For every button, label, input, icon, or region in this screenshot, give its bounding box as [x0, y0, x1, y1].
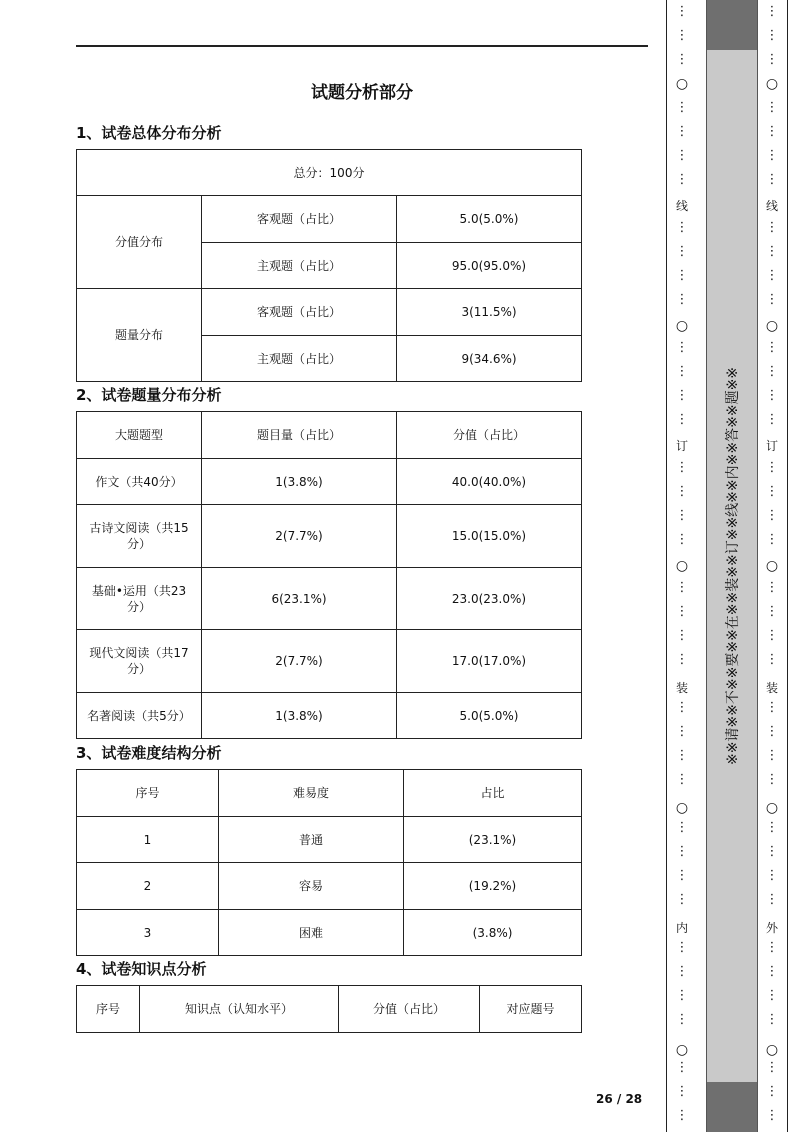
count-distribution-label: 题量分布: [77, 289, 202, 382]
table-cell: 1: [77, 817, 219, 863]
inner-binding-marks: [670, 0, 694, 1132]
binding-dots: ⋮: [675, 748, 689, 763]
binding-dots: ⋮: [675, 772, 689, 787]
binding-circle-icon: ○: [765, 1042, 779, 1058]
binding-dots: ⋮: [765, 148, 779, 163]
binding-dots: ⋮: [675, 820, 689, 835]
binding-warning-text: ※※请※※不※※要※※在※※装※※订※※线※※内※※答※※题※※: [725, 366, 742, 766]
binding-dots: ⋮: [765, 172, 779, 187]
table-row: [77, 505, 582, 568]
binding-label: 内: [675, 921, 688, 935]
binding-dots: ⋮: [675, 1108, 689, 1123]
binding-dots: ⋮: [675, 628, 689, 643]
table-cell: 15.0(15.0%): [397, 505, 582, 568]
binding-dots: ⋮: [675, 28, 689, 43]
table-cell: 容易: [219, 863, 404, 910]
binding-dots: ⋮: [765, 700, 779, 715]
binding-dots: ⋮: [675, 604, 689, 619]
binding-dots: ⋮: [765, 1108, 779, 1123]
table-row: [77, 568, 582, 630]
binding-dots: ⋮: [675, 292, 689, 307]
binding-dots: ⋮: [765, 52, 779, 67]
table-cell: 5.0(5.0%): [397, 693, 582, 739]
binding-dots: ⋮: [765, 292, 779, 307]
binding-dots: ⋮: [765, 532, 779, 547]
binding-dots: ⋮: [765, 364, 779, 379]
table-cell: 2(7.7%): [202, 505, 397, 568]
binding-dots: ⋮: [675, 460, 689, 475]
binding-circle-icon: ○: [765, 318, 779, 334]
binding-dots: ⋮: [675, 364, 689, 379]
table-cell: 主观题（占比）: [202, 243, 397, 289]
binding-dots: ⋮: [765, 844, 779, 859]
binding-dots: ⋮: [675, 1084, 689, 1099]
binding-dots: ⋮: [765, 988, 779, 1003]
table-cell: 现代文阅读（共17分）: [77, 630, 202, 693]
binding-dots: ⋮: [765, 1084, 779, 1099]
table-cell: 9(34.6%): [397, 336, 582, 382]
binding-label: 线: [675, 199, 688, 213]
binding-dots: ⋮: [765, 748, 779, 763]
binding-dots: ⋮: [765, 484, 779, 499]
section-2-heading: 2、试卷题量分布分析: [76, 386, 222, 404]
column-header: 知识点（认知水平）: [140, 986, 339, 1033]
binding-dots: ⋮: [765, 820, 779, 835]
binding-dots: ⋮: [765, 124, 779, 139]
binding-dots: ⋮: [765, 604, 779, 619]
binding-dots: ⋮: [765, 100, 779, 115]
table-cell: 3(11.5%): [397, 289, 582, 336]
binding-circle-icon: ○: [675, 76, 689, 92]
table-cell: 17.0(17.0%): [397, 630, 582, 693]
binding-dots: ⋮: [765, 508, 779, 523]
table-cell: 普通: [219, 817, 404, 863]
column-header: 分值（占比）: [397, 412, 582, 459]
table-cell: 6(23.1%): [202, 568, 397, 630]
binding-dots: ⋮: [675, 964, 689, 979]
binding-circle-icon: ○: [675, 1042, 689, 1058]
table-row: [77, 459, 582, 505]
binding-label: 订: [675, 439, 688, 453]
binding-dots: ⋮: [765, 268, 779, 283]
outer-binding-marks: [760, 0, 784, 1132]
binding-dots: ⋮: [765, 724, 779, 739]
table-row: [77, 817, 582, 863]
table-cell: 2(7.7%): [202, 630, 397, 693]
score-distribution-label: 分值分布: [77, 196, 202, 289]
binding-dots: ⋮: [765, 772, 779, 787]
binding-dots: ⋮: [675, 844, 689, 859]
binding-label: 订: [765, 439, 778, 453]
binding-dots: ⋮: [765, 28, 779, 43]
question-count-table: [76, 411, 582, 739]
binding-dots: ⋮: [675, 580, 689, 595]
binding-dots: ⋮: [675, 124, 689, 139]
binding-dots: ⋮: [675, 340, 689, 355]
binding-dots: ⋮: [765, 628, 779, 643]
overall-distribution-table: [76, 149, 582, 382]
binding-dots: ⋮: [675, 892, 689, 907]
binding-dots: ⋮: [675, 532, 689, 547]
table-cell: 困难: [219, 910, 404, 956]
binding-strip: [706, 0, 758, 1132]
binding-label: 外: [765, 921, 778, 935]
binding-dots: ⋮: [765, 940, 779, 955]
binding-dots: ⋮: [675, 940, 689, 955]
binding-dots: ⋮: [675, 244, 689, 259]
column-header: 大题题型: [77, 412, 202, 459]
page-number: 26 / 28: [596, 1092, 643, 1106]
table-cell: 1(3.8%): [202, 459, 397, 505]
binding-label: 装: [675, 681, 688, 695]
binding-dots: ⋮: [765, 964, 779, 979]
header-rule: [76, 45, 648, 47]
binding-dots: ⋮: [675, 1060, 689, 1075]
binding-dots: ⋮: [675, 148, 689, 163]
table-cell: (23.1%): [404, 817, 582, 863]
binding-dots: ⋮: [675, 868, 689, 883]
binding-dots: ⋮: [675, 484, 689, 499]
binding-dots: ⋮: [765, 4, 779, 19]
binding-circle-icon: ○: [675, 800, 689, 816]
table-cell: 作文（共40分）: [77, 459, 202, 505]
binding-dots: ⋮: [675, 988, 689, 1003]
binding-dots: ⋮: [675, 220, 689, 235]
column-header: 占比: [404, 770, 582, 817]
binding-dots: ⋮: [765, 340, 779, 355]
binding-dots: ⋮: [765, 652, 779, 667]
binding-dots: ⋮: [765, 244, 779, 259]
binding-label: 线: [765, 199, 778, 213]
binding-dots: ⋮: [675, 508, 689, 523]
binding-dots: ⋮: [675, 100, 689, 115]
binding-circle-icon: ○: [765, 558, 779, 574]
binding-dots: ⋮: [765, 892, 779, 907]
knowledge-point-table: [76, 985, 582, 1033]
column-header: 序号: [77, 986, 140, 1033]
binding-dots: ⋮: [765, 580, 779, 595]
table-cell: 1(3.8%): [202, 693, 397, 739]
table-cell: 23.0(23.0%): [397, 568, 582, 630]
binding-dots: ⋮: [765, 1060, 779, 1075]
binding-dots: ⋮: [675, 172, 689, 187]
table-cell: (3.8%): [404, 910, 582, 956]
binding-dots: ⋮: [675, 388, 689, 403]
column-header: 难易度: [219, 770, 404, 817]
column-header: 题目量（占比）: [202, 412, 397, 459]
section-4-heading: 4、试卷知识点分析: [76, 960, 207, 978]
table-cell: 95.0(95.0%): [397, 243, 582, 289]
table-row: [77, 630, 582, 693]
binding-dots: ⋮: [675, 412, 689, 427]
binding-circle-icon: ○: [765, 800, 779, 816]
binding-dots: ⋮: [675, 268, 689, 283]
table-cell: 3: [77, 910, 219, 956]
binding-dots: ⋮: [675, 700, 689, 715]
binding-circle-icon: ○: [675, 558, 689, 574]
column-header: 对应题号: [480, 986, 582, 1033]
outer-binding-line: [787, 0, 788, 1132]
inner-binding-line: [666, 0, 667, 1132]
section-1-heading: 1、试卷总体分布分析: [76, 124, 222, 142]
binding-dots: ⋮: [765, 460, 779, 475]
binding-dots: ⋮: [675, 4, 689, 19]
binding-dots: ⋮: [675, 1012, 689, 1027]
binding-dots: ⋮: [765, 868, 779, 883]
table-cell: 40.0(40.0%): [397, 459, 582, 505]
table-row: [77, 693, 582, 739]
table-cell: (19.2%): [404, 863, 582, 910]
table-row: [77, 863, 582, 910]
table-cell: 2: [77, 863, 219, 910]
table-cell: 客观题（占比）: [202, 196, 397, 243]
binding-dots: ⋮: [675, 652, 689, 667]
table-cell: 客观题（占比）: [202, 289, 397, 336]
column-header: 分值（占比）: [339, 986, 480, 1033]
difficulty-table: [76, 769, 582, 956]
table-cell: 主观题（占比）: [202, 336, 397, 382]
binding-dots: ⋮: [765, 1012, 779, 1027]
binding-dots: ⋮: [765, 220, 779, 235]
page-title: 试题分析部分: [311, 83, 413, 103]
table-row: [77, 910, 582, 956]
table-cell: 古诗文阅读（共15分）: [77, 505, 202, 568]
table-cell: 名著阅读（共5分）: [77, 693, 202, 739]
binding-label: 装: [765, 681, 778, 695]
binding-dots: ⋮: [765, 412, 779, 427]
binding-dots: ⋮: [765, 388, 779, 403]
table-cell: 5.0(5.0%): [397, 196, 582, 243]
column-header: 序号: [77, 770, 219, 817]
table-cell: 基础•运用（共23分）: [77, 568, 202, 630]
binding-dots: ⋮: [675, 52, 689, 67]
total-score-cell: 总分：100分: [77, 150, 582, 196]
binding-circle-icon: ○: [765, 76, 779, 92]
binding-circle-icon: ○: [675, 318, 689, 334]
section-3-heading: 3、试卷难度结构分析: [76, 744, 222, 762]
binding-dots: ⋮: [675, 724, 689, 739]
